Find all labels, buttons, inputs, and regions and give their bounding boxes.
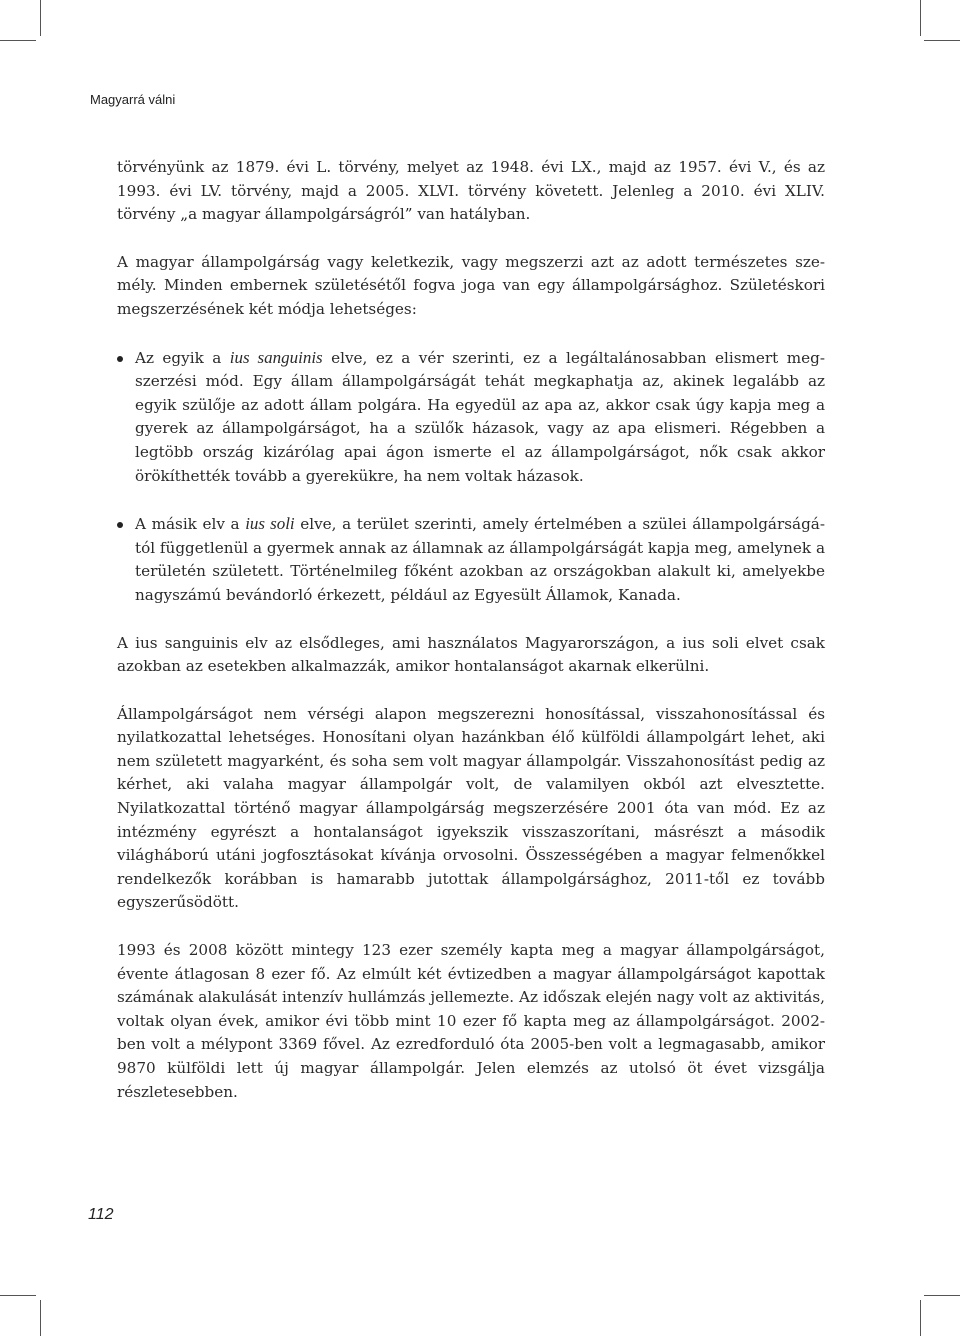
crop-mark-top-right-v (920, 0, 921, 36)
list-item-ius-sanguinis (117, 346, 825, 489)
paragraph-naturalization: Állampolgárságot nem vérségi alapon megszerezni honosítással, visszahonosítással és nyilatkozattal lehetséges. Honosítani olyan hazánkban élő külföldi állampolgárt lehet, aki nem született magyarként, és soha sem volt magyar állampolgár. Visszahonosítást pedig az kérhet, aki valaha magyar állampolgár volt, de valamilyen okból azt elvesztette. Nyilatkozattal történő magyar állampolgárság megszerzésére 2001 óta van mód. Ez az intézmény egyrészt a hontalanságot igyekszik visszaszorítani, másrészt a második világháború utáni jogfosztásokat kívánja orvosolni. Összességében a magyar felmenőkkel rendelkezők korábban is hamarabb jutottak állampolgársághoz, 2011-től ez tovább egyszerűsödött. (117, 704, 825, 912)
term-ius-soli: ius soli (245, 514, 295, 534)
crop-mark-top-left-h (0, 40, 36, 41)
page-number: 112 (88, 1206, 114, 1223)
paragraph-acquisition-intro: A magyar állampolgárság vagy keletkezik, vagy megszerzi azt az adott természetes személy. Minden embernek születésétől fogva joga van egy állampolgársághoz. Születéskori megszerzésének két módja lehetséges: (117, 252, 825, 318)
paragraph-law-history: törvényünk az 1879. évi L. törvény, melyet az 1948. évi LX., majd az 1957. évi V., és az 1993. évi LV. törvény, majd a 2005. XLVI. törvény követett. Jelenleg a 2010. évi XLIV. törvény „a magyar állampolgárságról” van hatályban. (117, 158, 825, 224)
paragraph-principles: A ius sanguinis elv az elsődleges, ami használatos Magyarországon, a ius soli elvet csak azokban az esetekben alkalmazzák, amikor hontalanságot akarnak elkerülni. (117, 633, 825, 676)
running-head: Magyarrá válni (90, 92, 176, 107)
crop-mark-top-left-v (40, 0, 41, 36)
crop-mark-bottom-right-v (920, 1300, 921, 1336)
crop-mark-bottom-left-v (40, 1300, 41, 1336)
list-item-ius-soli (117, 512, 825, 607)
bullet-list (117, 346, 825, 608)
crop-mark-bottom-right-h (924, 1295, 960, 1296)
bullet-text-before: Az egyik a (135, 348, 230, 367)
body-text (117, 156, 825, 1104)
crop-mark-top-right-h (924, 40, 960, 41)
crop-mark-bottom-left-h (0, 1295, 36, 1296)
term-ius-sanguinis: ius sanguinis (229, 347, 323, 367)
bullet-text-after: elve, a terület szerinti, amely értelmében a szülei állampolgárságától függetlenül a gyermek annak az államnak az állampolgárságát kapja meg, amelynek a területén született. Történelmileg főként azokban az országokban alakult ki, amelyekbe nagyszámú bevándorló érkezett, például az Egyesült Államok, Kanada. (135, 515, 826, 604)
bullet-text-before: A másik elv a (135, 515, 246, 534)
bullet-text-after: elve, ez a vér szerinti, ez a legáltalánosabban elismert megszerzési mód. Egy állam állampolgárságát tehát megkaphatja az, akinek legalább az egyik szülője az adott állam polgára. Ha egyedül az apa az, akkor csak úgy kapja meg a gyerek az állampolgárságot, ha a szülők házasok, vagy az apa elismeri. Régebben a legtöbb ország kizárólag apai ágon ismerte el az állampolgárságot, nők csak akkor örökíthették tovább a gyerekükre, ha nem voltak házasok. (135, 348, 825, 485)
paragraph-statistics: 1993 és 2008 között mintegy 123 ezer személy kapta meg a magyar állampolgárságot, évente átlagosan 8 ezer fő. Az elmúlt két évtizedben a magyar állampolgárságot kapottak számának alakulását intenzív hullámzás jellemezte. Az időszak elején nagy volt az aktivitás, voltak olyan évek, amikor évi több mint 10 ezer fő kapta meg az állampolgárságot. 2002-ben volt a mélypont 3369 fővel. Az ezredforduló óta 2005-ben volt a legmagasabb, amikor 9870 külföldi lett új magyar állampolgár. Jelen elemzés az utolsó öt évet vizsgálja részletesebben. (117, 941, 825, 1101)
